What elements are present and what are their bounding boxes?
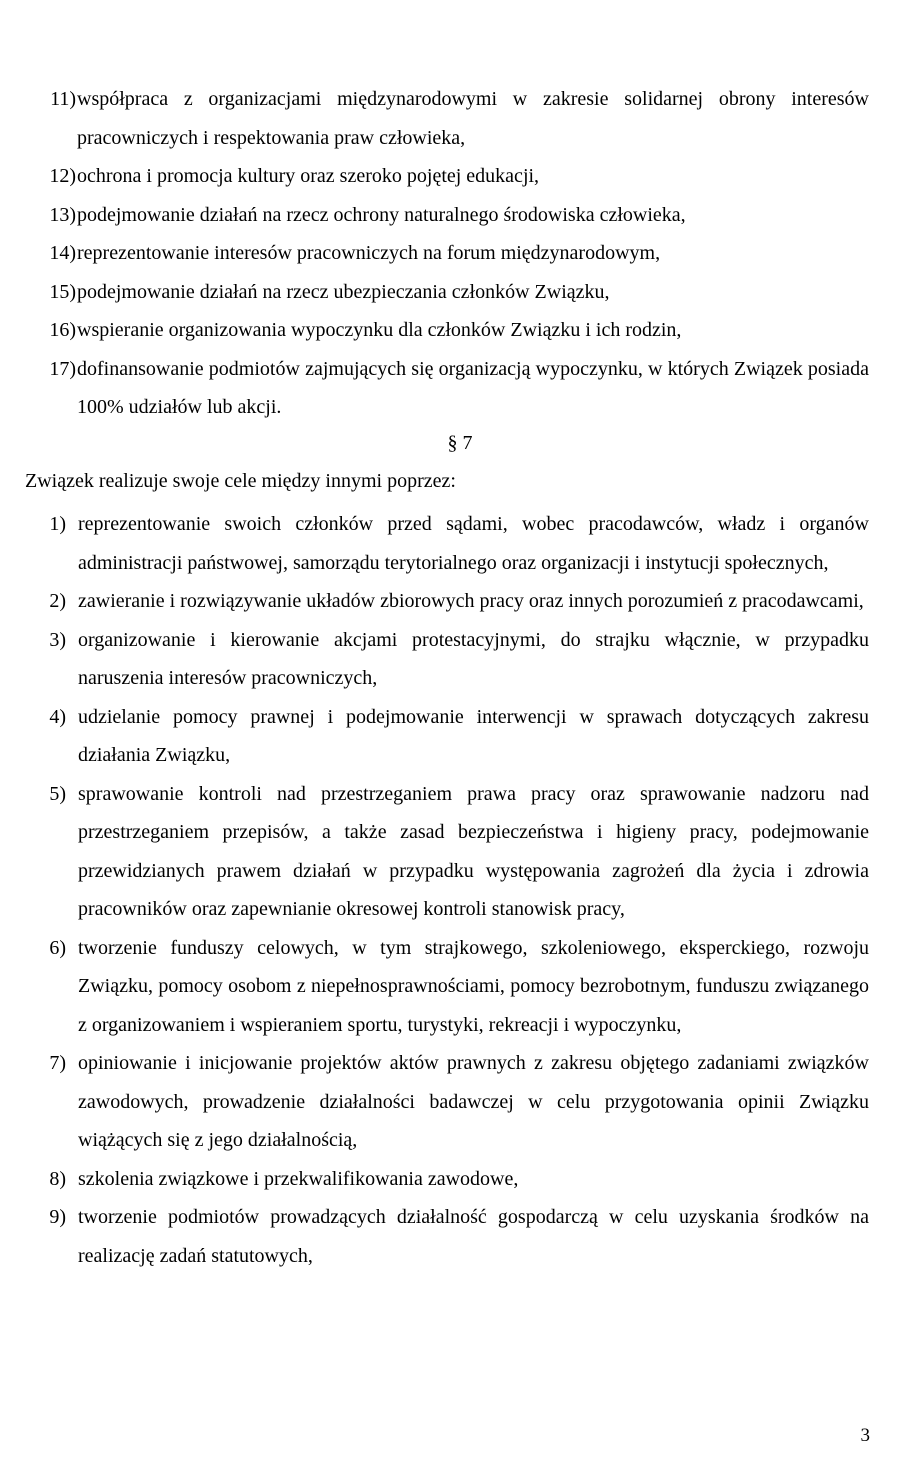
list-item (0, 582, 900, 621)
list-item-number: 12) (49, 165, 76, 187)
numbered-list-continued (0, 80, 900, 427)
list-item-text: wspieranie organizowania wypoczynku dla członków Związku i ich rodzin, (77, 319, 682, 341)
list-item-number: 7) (49, 1052, 66, 1074)
list-item-text: reprezentowanie interesów pracowniczych na forum międzynarodowym, (77, 242, 661, 264)
list-item-number: 3) (49, 628, 66, 651)
section-intro-text: Związek realizuje swoje cele między innymi poprzez: (25, 470, 456, 492)
page-number: 3 (860, 1425, 870, 1446)
list-item-number: 15) (49, 280, 76, 303)
list-item-number: 2) (49, 590, 66, 612)
numbered-list (0, 505, 900, 1275)
list-item-text: podejmowanie działań na rzecz ochrony naturalnego środowiska człowieka, (77, 203, 686, 226)
list-item-number: 13) (49, 203, 76, 226)
list-item-text: organizowanie i kierowanie akcjami protestacyjnymi, do strajku włącznie, w przypadku naruszenia interesów pracowniczych, (78, 628, 869, 689)
list-item-number: 6) (49, 936, 66, 959)
list-item-text: podejmowanie działań na rzecz ubezpieczania członków Związku, (77, 280, 610, 303)
list-item (0, 350, 900, 427)
list-item (0, 234, 900, 273)
list-item-text: reprezentowanie swoich członków przed sądami, wobec pracodawców, władz i organów administracji państwowej, samorządu terytorialnego oraz organizacji i instytucji społecznych, (78, 513, 869, 574)
list-item-text: tworzenie funduszy celowych, w tym strajkowego, szkoleniowego, eksperckiego, rozwoju Związku, pomocy osobom z niepełnosprawnościami, pomocy bezrobotnym, funduszu związanego z organizowaniem i wspieraniem sportu, turystyki, rekreacji i wypoczynku, (78, 936, 869, 1036)
list-item (0, 311, 900, 350)
list-item (0, 1198, 900, 1275)
list-item-number: 17) (49, 357, 76, 380)
list-item (0, 196, 900, 235)
list-item (0, 621, 900, 698)
list-item-number: 4) (49, 705, 66, 728)
list-item-text: udzielanie pomocy prawnej i podejmowanie interwencji w sprawach dotyczących zakresu działania Związku, (78, 705, 869, 766)
list-item (0, 157, 900, 196)
list-item-text: ochrona i promocja kultury oraz szeroko pojętej edukacji, (77, 165, 540, 187)
section-heading: § 7 (447, 432, 473, 454)
list-item (0, 775, 900, 929)
list-item (0, 273, 900, 312)
list-item-text: współpraca z organizacjami międzynarodowymi w zakresie solidarnej obrony interesów pracowniczych i respektowania praw człowieka, (77, 88, 869, 149)
list-item (0, 505, 900, 582)
list-item-text: zawieranie i rozwiązywanie układów zbiorowych pracy oraz innych porozumień z pracodawcami, (78, 590, 864, 612)
list-item (0, 1160, 900, 1199)
list-item-number: 11) (50, 88, 76, 110)
list-item-number: 14) (49, 242, 76, 264)
list-item-number: 5) (49, 782, 66, 805)
list-item-text: opiniowanie i inicjowanie projektów aktów prawnych z zakresu objętego zadaniami związków zawodowych, prowadzenie działalności badawczej w celu przygotowania opinii Związku wiążących się z jego działalnością, (78, 1052, 869, 1151)
list-item-text: szkolenia związkowe i przekwalifikowania zawodowe, (78, 1167, 519, 1190)
list-item (0, 929, 900, 1045)
list-item-text: tworzenie podmiotów prowadzących działalność gospodarczą w celu uzyskania środków na realizację zadań statutowych, (78, 1206, 869, 1267)
list-item (0, 1044, 900, 1160)
list-item-number: 9) (49, 1206, 66, 1228)
list-item-text: sprawowanie kontroli nad przestrzeganiem prawa pracy oraz sprawowanie nadzoru nad przestrzeganiem przepisów, a także zasad bezpieczeństwa i higieny pracy, podejmowanie przewidzianych prawem działań w przypadku występowania zagrożeń dla życia i zdrowia pracowników oraz zapewnianie okresowej kontroli stanowisk pracy, (78, 782, 869, 920)
list-item-number: 1) (49, 513, 66, 535)
list-item-number: 8) (49, 1167, 66, 1190)
list-item-number: 16) (49, 319, 76, 341)
list-item (0, 80, 900, 157)
list-item (0, 698, 900, 775)
list-item-text: dofinansowanie podmiotów zajmujących się organizacją wypoczynku, w których Związek posiada 100% udziałów lub akcji. (77, 357, 869, 418)
